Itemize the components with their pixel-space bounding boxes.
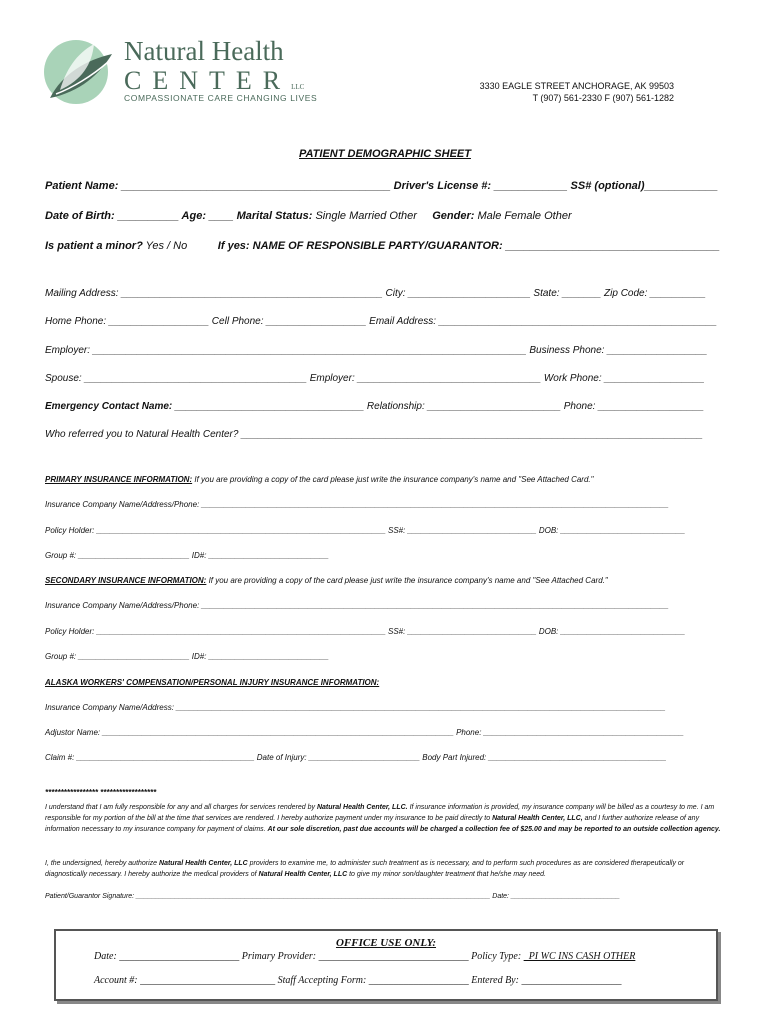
page-title: PATIENT DEMOGRAPHIC SHEET xyxy=(299,148,471,160)
adjustor-row[interactable]: Adjustor Name: _______________________________________________________________________________ Phone: _____________________________________________ xyxy=(45,728,684,737)
office-row-2[interactable]: Account #: ___________________________ Staff Accepting Form: ____________________ Entered By: ____________________ xyxy=(94,975,622,986)
authorization-paragraph: I, the undersigned, hereby authorize Natural Health Center, LLC providers to examine me, to administer such treatment as is necessary, and to perform such procedures as are considered therapeutically or diagnostically necessary. I hereby authorize the medical providers of Natural Health Center, LLC to give my minor son/daughter treatment that he/she may need. xyxy=(45,860,685,878)
referral-row[interactable]: Who referred you to Natural Health Center? ___________________________________________________________________________________ xyxy=(45,429,703,440)
section-divider: ***************** ****************** xyxy=(45,788,157,797)
secondary-company-row[interactable]: Insurance Company Name/Address/Phone: _________________________________________________________________________________________________________ xyxy=(45,601,669,610)
emergency-contact-row[interactable]: Emergency Contact Name: __________________________________ Relationship: ________________________ Phone: ___________________ xyxy=(45,401,704,412)
clinic-address: 3330 EAGLE STREET ANCHORAGE, AK 99503 T (907) 561-2330 F (907) 561-1282 xyxy=(479,81,674,103)
office-use-box xyxy=(54,929,718,1001)
patient-name-row[interactable]: Patient Name: ____________________________________________ Driver's License #: ____________ SS# (optional)____________ xyxy=(45,180,718,192)
primary-group-row[interactable]: Group #: _________________________ ID#: ___________________________ xyxy=(45,551,329,560)
leaf-circle-icon xyxy=(42,34,114,110)
phone-row[interactable]: Home Phone: __________________ Cell Phone: __________________ Email Address: __________________________________________________ xyxy=(45,316,717,327)
employer-row[interactable]: Employer: ______________________________________________________________________________ Business Phone: __________________ xyxy=(45,345,708,356)
office-row-1[interactable]: Date: ________________________ Primary Provider: ______________________________ Policy Type: _PI WC INS CASH OTHER xyxy=(94,951,636,962)
primary-company-row[interactable]: Insurance Company Name/Address/Phone: _________________________________________________________________________________________________________ xyxy=(45,500,669,509)
spouse-row[interactable]: Spouse: ________________________________________ Employer: _________________________________ Work Phone: __________________ xyxy=(45,373,705,384)
secondary-group-row[interactable]: Group #: _________________________ ID#: ___________________________ xyxy=(45,652,329,661)
primary-holder-row[interactable]: Policy Holder: _________________________________________________________________ SS#: _____________________________ DOB: ____________________________ xyxy=(45,526,686,535)
office-use-title: OFFICE USE ONLY: xyxy=(335,937,437,949)
claim-row[interactable]: Claim #: ________________________________________ Date of Injury: _________________________ Body Part Injured: ________________________________________ xyxy=(45,753,667,762)
workers-comp-heading: ALASKA WORKERS' COMPENSATION/PERSONAL INJURY INSURANCE INFORMATION: xyxy=(45,678,380,687)
minor-row[interactable]: Is patient a minor? Yes / No If yes: NAME OF RESPONSIBLE PARTY/GUARANTOR: ___________________________________ xyxy=(45,240,720,252)
secondary-holder-row[interactable]: Policy Holder: _________________________________________________________________ SS#: _____________________________ DOB: ____________________________ xyxy=(45,627,686,636)
responsibility-paragraph: I understand that I am fully responsible for any and all charges for services rendered by Natural Health Center, LLC. If insurance information is provided, my insurance company will be billed as a courtesy to me. I am responsible for my portion of the bill at the time that services are rendered. I hereby authorize payment under my insurance to be paid directly to Natural Health Center, LLC, and I further authorize release of any information necessary to my insurance company for payment of claims. At our sole discretion, past due accounts will be charged a collection fee of $25.00 and may be reported to an outside collection agency. xyxy=(45,804,721,833)
secondary-insurance-heading: SECONDARY INSURANCE INFORMATION: If you are providing a copy of the card please just write the insurance company's name and "See Attached Card." xyxy=(45,576,608,585)
workers-company-row[interactable]: Insurance Company Name/Address: ______________________________________________________________________________________________________________ xyxy=(45,703,666,712)
dob-row[interactable]: Date of Birth: __________ Age: ____ Marital Status: Single Married Other Gender: Male Female Other xyxy=(45,210,572,222)
signature-row[interactable]: Patient/Guarantor Signature: ___________________________________________________________________________________________ Date: ____________________________ xyxy=(45,893,620,900)
brand-subname: CENTERLLC xyxy=(124,66,305,95)
mailing-address-row[interactable]: Mailing Address: _______________________________________________ City: ______________________ State: _______ Zip Code: __________ xyxy=(45,288,706,299)
tagline: COMPASSIONATE CARE CHANGING LIVES xyxy=(124,93,318,103)
brand-name: Natural Health xyxy=(124,36,284,66)
primary-insurance-heading: PRIMARY INSURANCE INFORMATION: If you are providing a copy of the card please just write the insurance company's name and "See Attached Card." xyxy=(45,475,594,484)
